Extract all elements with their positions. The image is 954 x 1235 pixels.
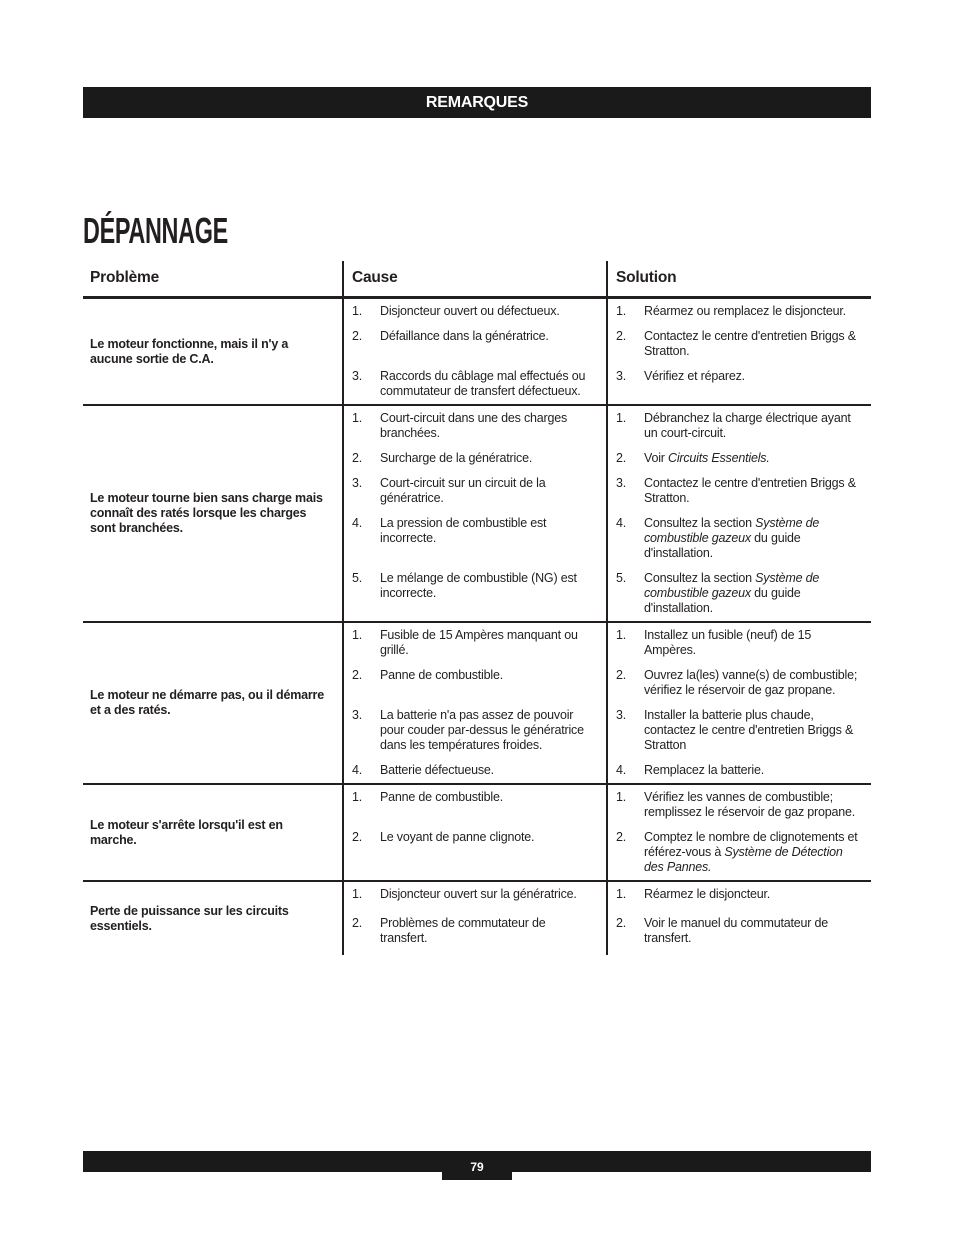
numbered-item (352, 887, 594, 902)
item-text (644, 708, 859, 753)
cause-cell (343, 324, 607, 364)
numbered-item (352, 830, 594, 845)
page-number-tab (442, 1154, 512, 1180)
item-text (380, 571, 594, 601)
item-number: 1. (616, 411, 627, 425)
text-segment: Débranchez la charge électrique ayant un court-circuit. (644, 411, 851, 440)
text-segment: Vérifiez et réparez. (644, 369, 745, 383)
text-segment: Le mélange de combustible (NG) est incorrecte. (380, 571, 577, 600)
table-row (83, 405, 871, 446)
solution-cell (607, 471, 871, 511)
cause-cell (343, 758, 607, 784)
item-text (644, 763, 859, 778)
numbered-item (352, 516, 594, 546)
problem-cell: Perte de puissance sur les circuits essentiels. (83, 881, 343, 955)
item-text (644, 369, 859, 384)
table-row (83, 298, 871, 325)
text-segment: La batterie n'a pas assez de pouvoir pour couder par-dessus le génératrice dans les températures froides. (380, 708, 584, 752)
numbered-item (616, 628, 859, 658)
cause-cell (343, 364, 607, 405)
cause-cell (343, 663, 607, 703)
numbered-item (352, 628, 594, 658)
solution-cell (607, 566, 871, 622)
text-segment: Consultez la section (644, 571, 756, 585)
item-number: 2. (352, 451, 363, 465)
text-segment: Court-circuit dans une des charges branchées. (380, 411, 568, 440)
item-text (380, 668, 594, 683)
text-segment: Réarmez le disjoncteur. (644, 887, 771, 901)
text-segment: Consultez la section (644, 516, 756, 530)
text-segment: Le voyant de panne clignote. (380, 830, 535, 844)
text-segment: Disjoncteur ouvert sur la génératrice. (380, 887, 577, 901)
item-text (380, 304, 594, 319)
numbered-item (616, 516, 859, 561)
item-text (644, 571, 859, 616)
numbered-item (616, 830, 859, 875)
solution-cell (607, 663, 871, 703)
numbered-item (352, 763, 594, 778)
numbered-item (616, 708, 859, 753)
text-segment: du guide d'installation. (644, 531, 801, 560)
remarques-label: REMARQUES (425, 93, 529, 111)
solution-cell (607, 881, 871, 911)
solution-cell (607, 703, 871, 758)
item-text (380, 476, 594, 506)
footer-bar (83, 1151, 871, 1172)
cause-cell (343, 298, 607, 325)
text-segment: La pression de combustible est incorrecte. (380, 516, 547, 545)
numbered-item (352, 304, 594, 319)
item-number: 1. (352, 887, 363, 901)
cause-cell (343, 825, 607, 881)
solution-cell (607, 511, 871, 566)
solution-cell (607, 825, 871, 881)
column-header-solution: Solution (607, 261, 871, 298)
item-text (644, 476, 859, 506)
text-segment: Court-circuit sur un circuit de la génératrice. (380, 476, 546, 505)
item-text (380, 887, 594, 902)
text-segment: Problèmes de commutateur de transfert. (380, 916, 546, 945)
numbered-item (616, 304, 859, 319)
item-number: 3. (616, 369, 627, 383)
table-row (83, 622, 871, 663)
item-number: 3. (616, 708, 627, 722)
item-text (380, 830, 594, 845)
item-number: 1. (352, 411, 363, 425)
item-number: 2. (616, 329, 627, 343)
solution-cell (607, 324, 871, 364)
item-number: 1. (616, 304, 627, 318)
text-segment: Comptez le nombre de clignotements et référez-vous à (644, 830, 858, 859)
cause-cell (343, 511, 607, 566)
table-row (83, 881, 871, 911)
item-number: 2. (352, 916, 363, 930)
item-number: 4. (352, 763, 363, 777)
italic-text-segment: Système de combustible gazeux (644, 516, 820, 545)
text-segment: Installer la batterie plus chaude, contactez le centre d'entretien Briggs & Stratton (644, 708, 854, 752)
item-text (380, 516, 594, 546)
numbered-item (616, 887, 859, 902)
text-segment: du guide d'installation. (644, 586, 801, 615)
item-text (644, 329, 859, 359)
item-text (644, 668, 859, 698)
text-segment: Disjoncteur ouvert ou défectueux. (380, 304, 560, 318)
table-header-row (83, 261, 871, 298)
item-text (380, 411, 594, 441)
cause-cell (343, 703, 607, 758)
numbered-item (616, 790, 859, 820)
item-number: 3. (352, 369, 363, 383)
solution-cell (607, 622, 871, 663)
item-number: 3. (352, 708, 363, 722)
numbered-item (352, 790, 594, 805)
item-text (644, 916, 859, 946)
item-number: 1. (352, 628, 363, 642)
numbered-item (352, 369, 594, 399)
item-number: 1. (616, 887, 627, 901)
item-text (644, 790, 859, 820)
column-header-probleme: Problème (83, 261, 343, 298)
item-number: 2. (352, 668, 363, 682)
cause-cell (343, 566, 607, 622)
numbered-item (616, 916, 859, 946)
item-number: 2. (352, 329, 363, 343)
item-text (380, 790, 594, 805)
cause-cell (343, 622, 607, 663)
cause-cell (343, 471, 607, 511)
column-header-cause: Cause (343, 261, 607, 298)
cause-cell (343, 405, 607, 446)
text-segment: Ouvrez la(les) vanne(s) de combustible; vérifiez le réservoir de gaz propane. (644, 668, 858, 697)
italic-text-segment: Système de combustible gazeux (644, 571, 820, 600)
item-number: 2. (616, 668, 627, 682)
text-segment: Panne de combustible. (380, 668, 503, 682)
numbered-item (352, 916, 594, 946)
item-text (644, 451, 859, 466)
numbered-item (616, 571, 859, 616)
solution-cell (607, 911, 871, 955)
item-number: 4. (616, 763, 627, 777)
text-segment: Défaillance dans la génératrice. (380, 329, 549, 343)
text-segment: Contactez le centre d'entretien Briggs & Stratton. (644, 476, 856, 505)
item-text (380, 708, 594, 753)
remarques-header-bar (83, 87, 871, 118)
numbered-item (616, 451, 859, 466)
item-number: 2. (352, 830, 363, 844)
troubleshooting-table (83, 261, 871, 955)
item-text (380, 451, 594, 466)
text-segment: Voir le manuel du commutateur de transfert. (644, 916, 828, 945)
numbered-item (352, 668, 594, 683)
item-number: 2. (616, 916, 627, 930)
solution-cell (607, 405, 871, 446)
item-number: 1. (352, 790, 363, 804)
italic-text-segment: Circuits Essentiels. (668, 451, 770, 465)
cause-cell (343, 446, 607, 471)
text-segment: Installez un fusible (neuf) de 15 Ampères. (644, 628, 812, 657)
problem-cell: Le moteur fonctionne, mais il n'y a aucune sortie de C.A. (83, 298, 343, 406)
solution-cell (607, 758, 871, 784)
numbered-item (616, 763, 859, 778)
text-segment: Remplacez la batterie. (644, 763, 764, 777)
item-number: 5. (616, 571, 627, 585)
solution-cell (607, 446, 871, 471)
item-number: 4. (616, 516, 627, 530)
item-text (380, 329, 594, 344)
text-segment: Vérifiez les vannes de combustible; remplissez le réservoir de gaz propane. (644, 790, 856, 819)
item-text (644, 304, 859, 319)
item-text (644, 628, 859, 658)
item-number: 1. (352, 304, 363, 318)
item-text (380, 628, 594, 658)
cause-cell (343, 881, 607, 911)
problem-cell: Le moteur tourne bien sans charge mais connaît des ratés lorsque les charges sont branchées. (83, 405, 343, 622)
item-number: 1. (616, 628, 627, 642)
numbered-item (352, 411, 594, 441)
problem-cell: Le moteur ne démarre pas, ou il démarre et a des ratés. (83, 622, 343, 784)
item-text (644, 411, 859, 441)
item-text (644, 830, 859, 875)
table-body (83, 298, 871, 956)
numbered-item (616, 411, 859, 441)
item-number: 3. (352, 476, 363, 490)
numbered-item (352, 476, 594, 506)
item-number: 1. (616, 790, 627, 804)
text-segment: Fusible de 15 Ampères manquant ou grillé. (380, 628, 578, 657)
item-text (644, 516, 859, 561)
numbered-item (616, 668, 859, 698)
item-text (380, 916, 594, 946)
text-segment: Réarmez ou remplacez le disjoncteur. (644, 304, 846, 318)
solution-cell (607, 784, 871, 825)
text-segment: Batterie défectueuse. (380, 763, 494, 777)
page-number: 79 (470, 1160, 484, 1174)
italic-text-segment: Système de Détection des Pannes. (644, 845, 843, 874)
item-number: 3. (616, 476, 627, 490)
item-text (644, 887, 859, 902)
problem-cell: Le moteur s'arrête lorsqu'il est en marche. (83, 784, 343, 881)
item-text (380, 763, 594, 778)
numbered-item (616, 369, 859, 384)
text-segment: Surcharge de la génératrice. (380, 451, 533, 465)
page-title: DÉPANNAGE (83, 210, 228, 251)
solution-cell (607, 298, 871, 325)
item-number: 2. (616, 830, 627, 844)
numbered-item (616, 476, 859, 506)
text-segment: Panne de combustible. (380, 790, 503, 804)
item-number: 4. (352, 516, 363, 530)
item-number: 2. (616, 451, 627, 465)
numbered-item (352, 329, 594, 344)
item-text (380, 369, 594, 399)
numbered-item (352, 571, 594, 601)
item-number: 5. (352, 571, 363, 585)
numbered-item (352, 451, 594, 466)
solution-cell (607, 364, 871, 405)
numbered-item (352, 708, 594, 753)
table-row (83, 784, 871, 825)
numbered-item (616, 329, 859, 359)
text-segment: Contactez le centre d'entretien Briggs & Stratton. (644, 329, 856, 358)
text-segment: Voir (644, 451, 669, 465)
cause-cell (343, 784, 607, 825)
cause-cell (343, 911, 607, 955)
text-segment: Raccords du câblage mal effectués ou commutateur de transfert défectueux. (380, 369, 586, 398)
